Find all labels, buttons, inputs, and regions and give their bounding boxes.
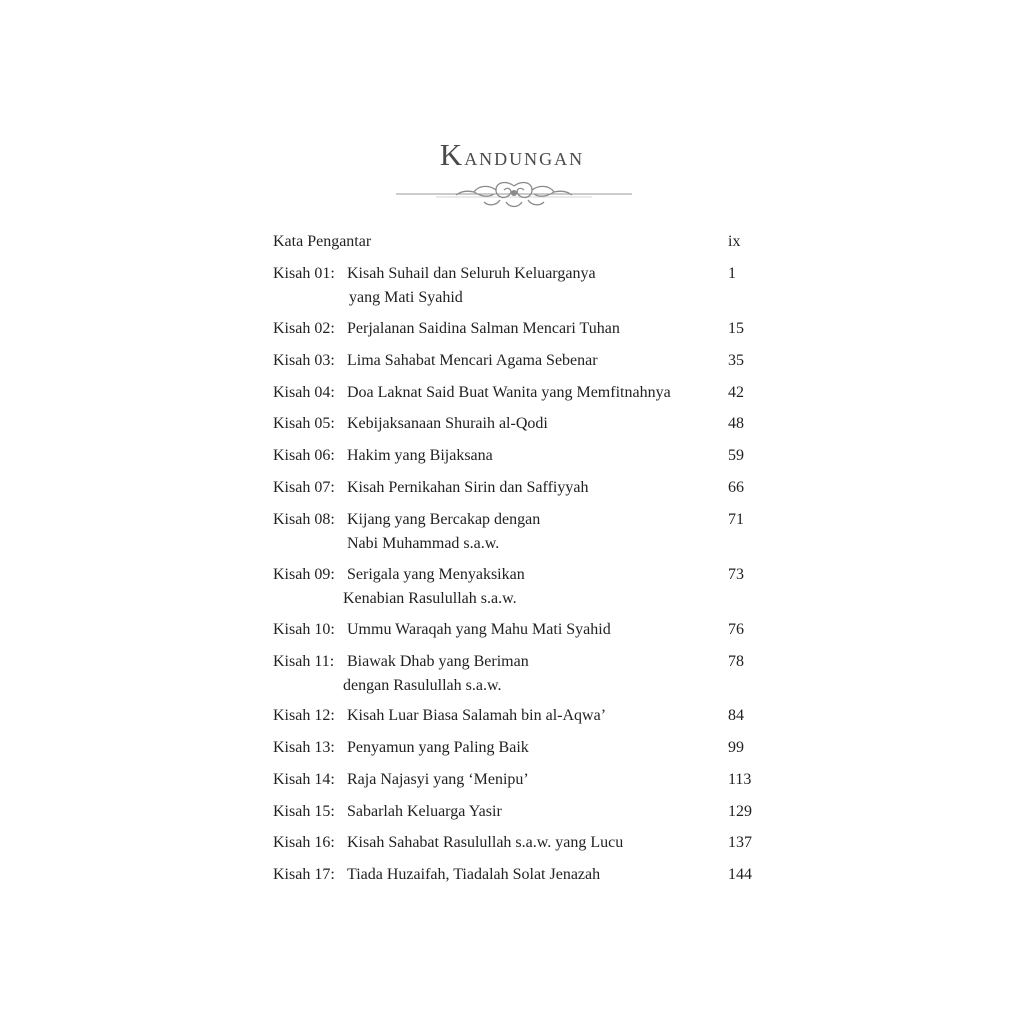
toc-entry-page: ix	[728, 233, 741, 250]
toc-entry-page: 1	[728, 265, 736, 282]
toc-entry-title: Hakim yang Bijaksana	[347, 447, 493, 464]
toc-entry-title: Ummu Waraqah yang Mahu Mati Syahid	[347, 621, 611, 638]
toc-entry-number: Kisah 16:	[273, 834, 335, 851]
toc-entry-title-continued: Kenabian Rasulullah s.a.w.	[343, 590, 517, 607]
toc-entry-page: 73	[728, 566, 744, 583]
toc-entry-title: Kisah Pernikahan Sirin dan Saffiyyah	[347, 479, 589, 496]
flourish-ornament-icon	[396, 176, 632, 216]
toc-entry-number: Kisah 12:	[273, 707, 335, 724]
toc-entry-title: Lima Sahabat Mencari Agama Sebenar	[347, 352, 598, 369]
page-title-initial: K	[439, 137, 465, 172]
toc-entry-number: Kisah 09:	[273, 566, 335, 583]
toc-entry-title: Perjalanan Saidina Salman Mencari Tuhan	[347, 320, 620, 337]
toc-entry-title: Biawak Dhab yang Beriman	[347, 653, 529, 670]
toc-entry-number: Kisah 11:	[273, 653, 335, 670]
toc-entry-page: 78	[728, 653, 744, 670]
toc-entry-title-continued: yang Mati Syahid	[349, 289, 463, 306]
toc-entry-page: 15	[728, 320, 744, 337]
toc-entry-page: 129	[728, 803, 752, 820]
toc-entry-page: 71	[728, 511, 744, 528]
toc-entry-title-continued: Nabi Muhammad s.a.w.	[347, 535, 500, 552]
toc-entry-title: Serigala yang Menyaksikan	[347, 566, 525, 583]
toc-entry-page: 137	[728, 834, 752, 851]
toc-entry-title: Kijang yang Bercakap dengan	[347, 511, 541, 528]
toc-entry-page: 99	[728, 739, 744, 756]
toc-entry-number: Kisah 10:	[273, 621, 335, 638]
toc-entry-number: Kisah 05:	[273, 415, 335, 432]
toc-entry-page: 113	[728, 771, 752, 788]
page-title-rest: andungan	[464, 142, 585, 171]
toc-entry-number: Kisah 08:	[273, 511, 335, 528]
toc-entry-page: 59	[728, 447, 744, 464]
page-title	[0, 138, 1024, 174]
toc-entry-number: Kisah 13:	[273, 739, 335, 756]
toc-entry-number: Kisah 01:	[273, 265, 335, 282]
toc-entry-page: 84	[728, 707, 744, 724]
toc-entry-number: Kisah 04:	[273, 384, 335, 401]
toc-entry-page: 48	[728, 415, 744, 432]
toc-entry-number: Kisah 07:	[273, 479, 335, 496]
toc-entry-title: Kisah Suhail dan Seluruh Keluarganya	[347, 265, 596, 282]
toc-entry-number: Kisah 15:	[273, 803, 335, 820]
toc-entry-page: 66	[728, 479, 744, 496]
toc-entry-title: Penyamun yang Paling Baik	[347, 739, 529, 756]
toc-entry-title: Kisah Luar Biasa Salamah bin al-Aqwa’	[347, 707, 607, 724]
toc-entry-label: Kata Pengantar	[273, 233, 372, 250]
toc-entry-title: Tiada Huzaifah, Tiadalah Solat Jenazah	[347, 866, 601, 883]
toc-entry-page: 35	[728, 352, 744, 369]
toc-entry-page: 144	[728, 866, 752, 883]
toc-entry-title: Sabarlah Keluarga Yasir	[347, 803, 502, 820]
toc-entry-number: Kisah 17:	[273, 866, 335, 883]
toc-entry-title: Doa Laknat Said Buat Wanita yang Memfitnahnya	[347, 384, 671, 401]
toc-entry-number: Kisah 14:	[273, 771, 335, 788]
toc-entry-page: 42	[728, 384, 744, 401]
toc-entry-title: Raja Najasyi yang ‘Menipu’	[347, 771, 529, 788]
toc-entry-page: 76	[728, 621, 744, 638]
toc-entry-number: Kisah 02:	[273, 320, 335, 337]
toc-entry-number: Kisah 06:	[273, 447, 335, 464]
toc-entry-title: Kisah Sahabat Rasulullah s.a.w. yang Lucu	[347, 834, 624, 851]
toc-entry-number: Kisah 03:	[273, 352, 335, 369]
toc-entry-title: Kebijaksanaan Shuraih al-Qodi	[347, 415, 548, 432]
toc-entry-title-continued: dengan Rasulullah s.a.w.	[343, 677, 502, 694]
